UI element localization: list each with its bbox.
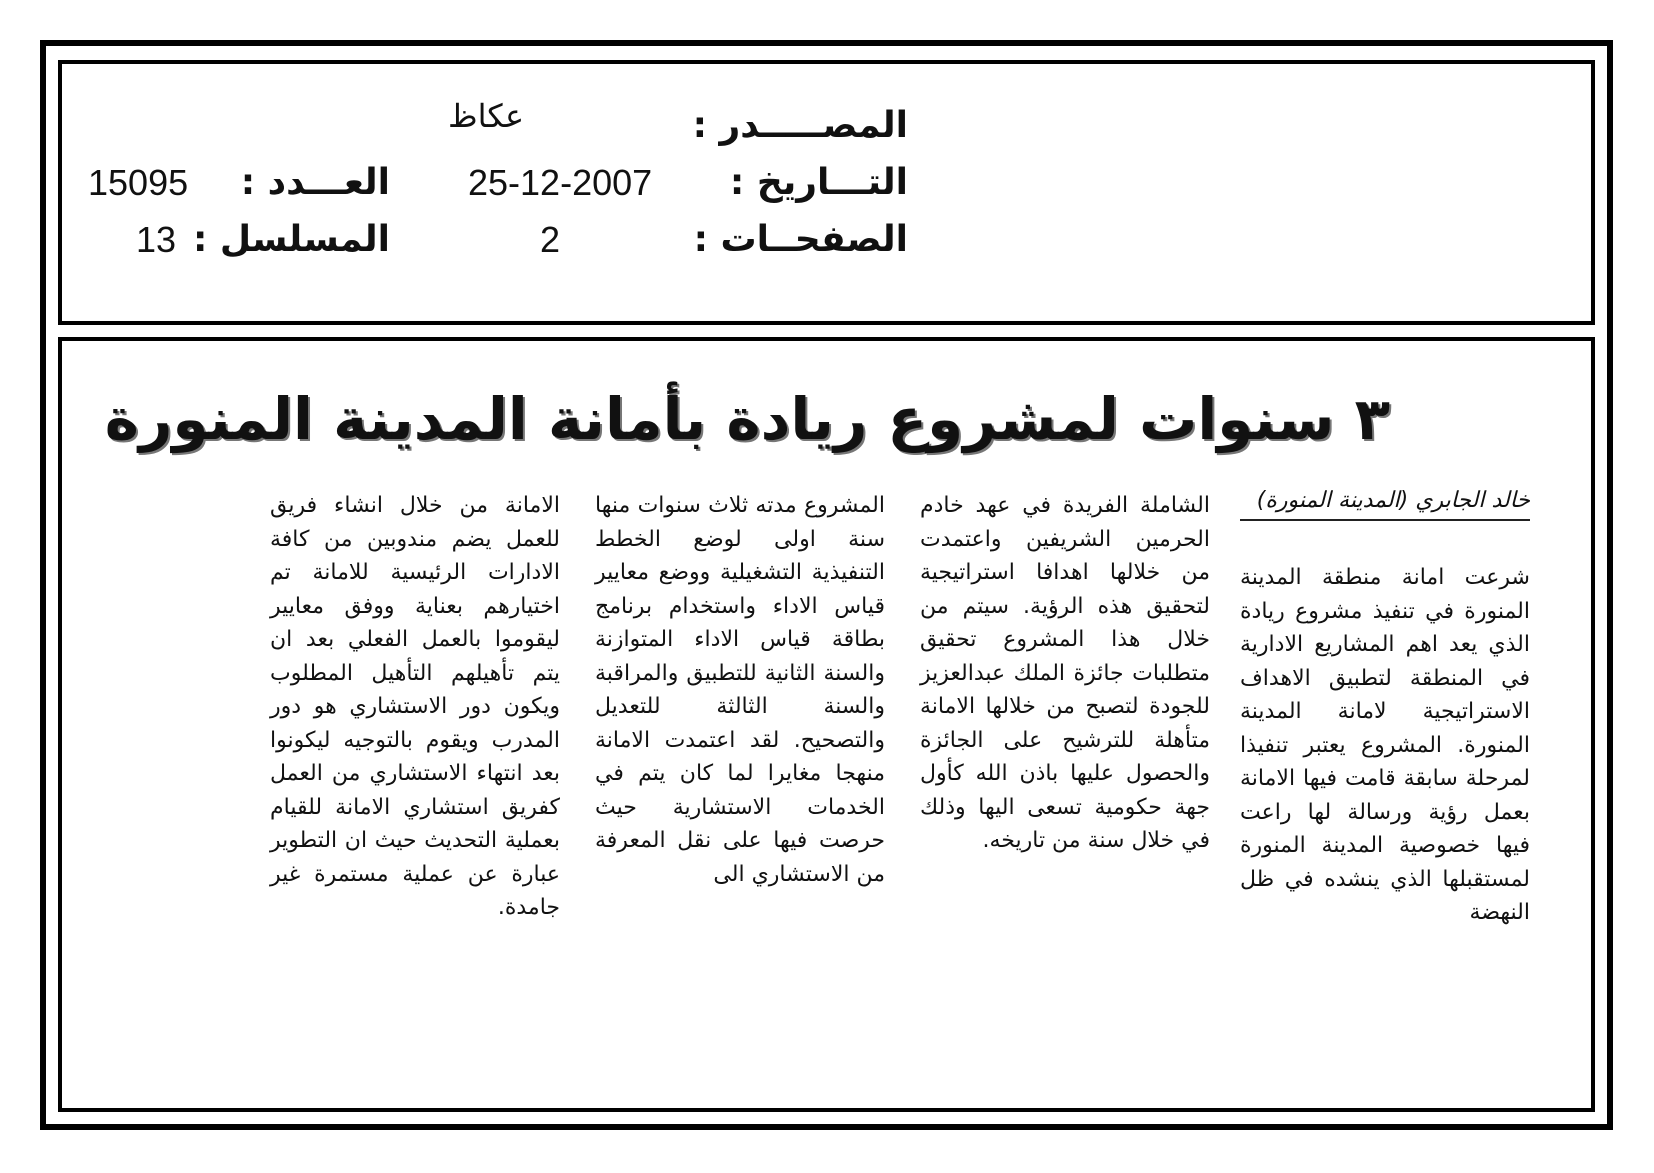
pages-label: الصفحــات : [693,219,908,260]
issue-value: 15095 [88,162,189,203]
column-4-text: الامانة من خلال انشاء فريق للعمل يضم مندوبين من كافة الادارات الرئيسية للامانة تم اختيارهم بعناية ووفق معايير ليقوموا بالعمل الفعلي بعد ان يتم تأهيلهم التأهيل المطلوب ويكون دور الاستشاري هو دور المدرب ويقوم بالتوجيه ليكونوا بعد انتهاء الاستشاري من العمل كفريق استشاري الامانة للقيام بعملية التحديث حيث ان التطوير عبارة عن عملية مستمرة غير جامدة. [270,493,560,920]
column-3-text: المشروع مدته ثلاث سنوات منها سنة اولى لوضع الخطط التنفيذية التشغيلية ووضع معايير قياس الاداء واستخدام برنامج بطاقة قياس الاداء المتوازنة والسنة الثانية للتطبيق والمراقبة والسنة الثالثة للتعديل والتصحيح. لقد اعتمدت الامانة منهجا مغايرا لما كان يتم في الخدمات الاستشارية حيث حرصت فيها على نقل المعرفة من الاستشاري الى [595,493,885,887]
article-byline: خالد الجابري (المدينة المنورة) [1240,488,1530,521]
column-1-text: شرعت امانة منطقة المدينة المنورة في تنفيذ مشروع ريادة الذي يعد اهم المشاريع الادارية في المنطقة لتطبيق الاهداف الاستراتيجية لامانة المدينة المنورة. المشروع يعتبر تنفيذا لمرحلة سابقة قامت فيها الامانة بعمل رؤية ورسالة لها راعت فيها خصوصية المدينة المنورة لمستقبلها الذي ينشده في ظل النهضة [1240,565,1530,925]
article-column-4 [270,489,560,925]
date-label: التـــاريخ : [729,162,908,203]
article-column-3 [595,489,885,891]
pages-value: 2 [540,219,561,260]
source-value: عكاظ [448,98,525,134]
date-value: 25-12-2007 [468,162,653,203]
article-headline: ٣ سنوات لمشروع ريادة بأمانة المدينة المنورة [104,385,1390,453]
serial-value: 13 [136,219,177,260]
source-label: المصـــــدر : [692,105,908,146]
article-column-1 [1240,561,1530,930]
article-column-2 [920,489,1210,858]
serial-label: المسلسل : [192,219,390,260]
column-2-text: الشاملة الفريدة في عهد خادم الحرمين الشريفين واعتمدت من خلالها اهدافا استراتيجية لتحقيق هذه الرؤية. سيتم من خلال هذا المشروع تحقيق متطلبات جائزة الملك عبدالعزيز للجودة لتصبح من خلالها الامانة متأهلة للترشيح على الجائزة والحصول عليها باذن الله كأول جهة حكومية تسعى اليها وذلك في خلال سنة من تاريخه. [920,493,1210,853]
issue-label: العـــدد : [240,162,390,203]
